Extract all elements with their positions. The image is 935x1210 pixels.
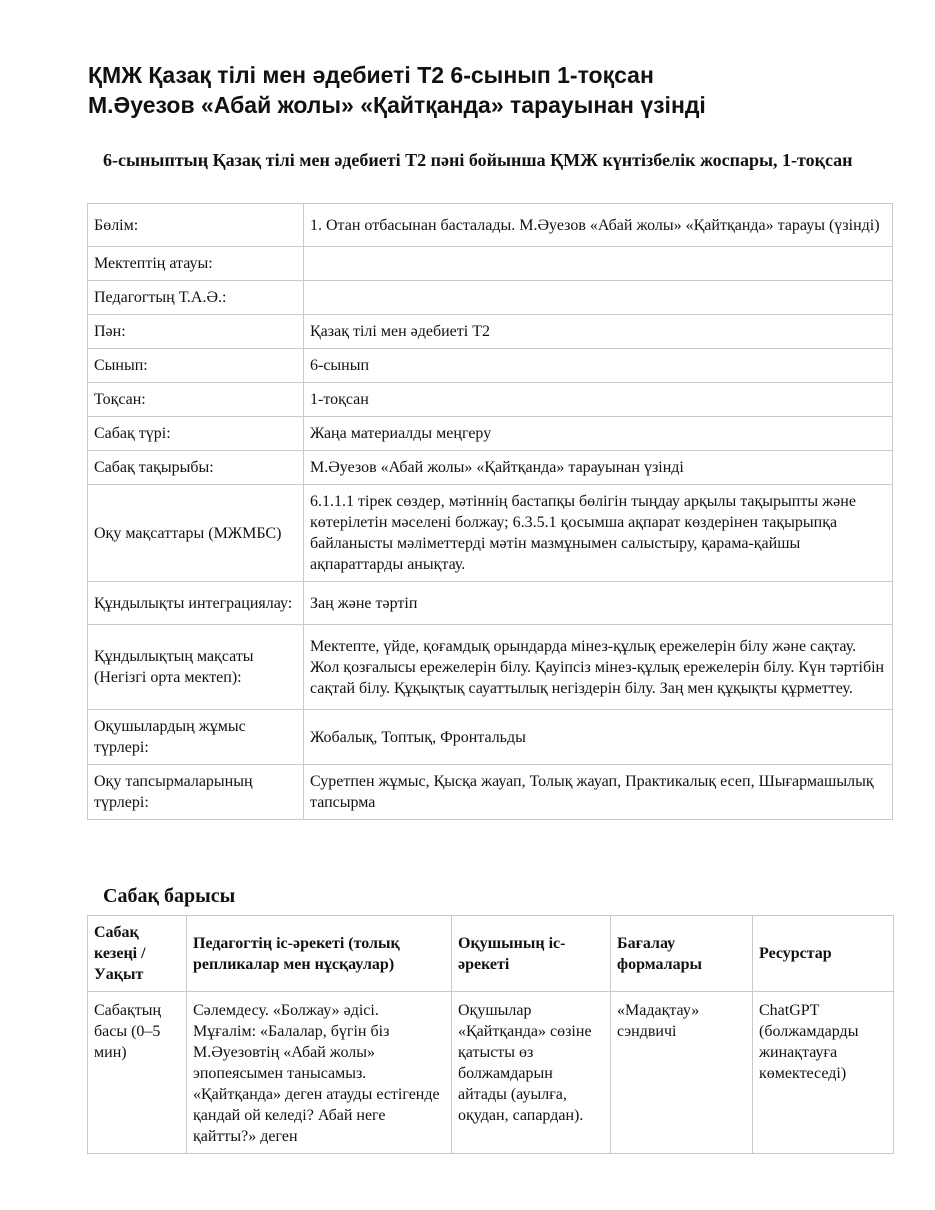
plan-value: Жаңа материалды меңгеру bbox=[304, 417, 893, 451]
plan-row-value-goal bbox=[88, 625, 893, 710]
plan-value: 6.1.1.1 тірек сөздер, мәтіннің бастапқы бөлігін тыңдау арқылы тақырыпты және көтерілетін мәселені болжау; 6.3.5.1 қосымша ақпарат көздерінен тақырыпқа байланысты мәліметтерді мәтін мазмұнымен салыстыру, қарама-қайшы ақпараттарды анықтау. bbox=[304, 485, 893, 582]
assessment-cell: «Мадақтау» сэндвичі bbox=[611, 992, 753, 1154]
plan-value: 1-тоқсан bbox=[304, 383, 893, 417]
column-header-resources: Ресурстар bbox=[753, 916, 894, 992]
column-header-stage: Сабақ кезеңі / Уақыт bbox=[88, 916, 187, 992]
plan-value: Қазақ тілі мен әдебиеті Т2 bbox=[304, 315, 893, 349]
plan-label: Оқу мақсаттары (МЖМБС) bbox=[88, 485, 304, 582]
plan-row-school bbox=[88, 247, 893, 281]
lesson-header-row bbox=[88, 916, 894, 992]
plan-value: Суретпен жұмыс, Қысқа жауап, Толық жауап, Практикалық есеп, Шығармашылық тапсырма bbox=[304, 765, 893, 820]
lesson-progress-table bbox=[87, 915, 894, 1154]
plan-value: Жобалық, Топтық, Фронтальды bbox=[304, 710, 893, 765]
plan-label: Мектептің атауы: bbox=[88, 247, 304, 281]
plan-label: Тоқсан: bbox=[88, 383, 304, 417]
plan-row-subject bbox=[88, 315, 893, 349]
plan-label: Сабақ түрі: bbox=[88, 417, 304, 451]
plan-row-learning-objectives bbox=[88, 485, 893, 582]
plan-label: Сабақ тақырыбы: bbox=[88, 451, 304, 485]
plan-label: Пән: bbox=[88, 315, 304, 349]
plan-value bbox=[304, 247, 893, 281]
lesson-progress-heading: Сабақ барысы bbox=[103, 885, 236, 907]
resources-cell: ChatGPT (болжамдарды жинақтауға көмектеседі) bbox=[753, 992, 894, 1154]
plan-label: Сынып: bbox=[88, 349, 304, 383]
column-header-teacher-activity: Педагогтің іс-әрекеті (толық репликалар мен нұсқаулар) bbox=[187, 916, 452, 992]
plan-row-value-integration bbox=[88, 582, 893, 625]
plan-label: Оқу тапсырмаларының түрлері: bbox=[88, 765, 304, 820]
plan-label: Құндылықтың мақсаты (Негізгі орта мектеп): bbox=[88, 625, 304, 710]
plan-value bbox=[304, 281, 893, 315]
plan-value: Заң және тәртіп bbox=[304, 582, 893, 625]
plan-row-task-types bbox=[88, 765, 893, 820]
plan-label: Педагогтың Т.А.Ә.: bbox=[88, 281, 304, 315]
teacher-activity-cell: Сәлемдесу. «Болжау» әдісі. Мұғалім: «Балалар, бүгін біз М.Әуезовтің «Абай жолы» эпопеясымен танысамыз. «Қайтқанда» деген атауды естігенде қандай ой келеді? Абай неге қайтты?» деген bbox=[187, 992, 452, 1154]
plan-value: 6-сынып bbox=[304, 349, 893, 383]
plan-row-section bbox=[88, 204, 893, 247]
document-title-line-1: ҚМЖ Қазақ тілі мен әдебиеті Т2 6-сынып 1-тоқсан bbox=[88, 62, 654, 88]
plan-label: Құндылықты интеграциялау: bbox=[88, 582, 304, 625]
student-activity-cell: Оқушылар «Қайтқанда» сөзіне қатысты өз болжамдарын айтады (ауылға, оқудан, сапардан). bbox=[452, 992, 611, 1154]
column-header-student-activity: Оқушының іс-әрекеті bbox=[452, 916, 611, 992]
plan-label: Оқушылардың жұмыс түрлері: bbox=[88, 710, 304, 765]
plan-value: М.Әуезов «Абай жолы» «Қайтқанда» тарауынан үзінді bbox=[304, 451, 893, 485]
plan-row-grade bbox=[88, 349, 893, 383]
plan-row-lesson-type bbox=[88, 417, 893, 451]
column-header-assessment: Бағалау формалары bbox=[611, 916, 753, 992]
plan-row-lesson-topic bbox=[88, 451, 893, 485]
plan-value: 1. Отан отбасынан басталады. М.Әуезов «Абай жолы» «Қайтқанда» тарауы (үзінді) bbox=[304, 204, 893, 247]
lesson-stage-cell: Сабақтың басы (0–5 мин) bbox=[88, 992, 187, 1154]
document-title-line-2: М.Әуезов «Абай жолы» «Қайтқанда» тарауынан үзінді bbox=[88, 92, 706, 118]
plan-value: Мектепте, үйде, қоғамдық орындарда мінез-құлық ережелерін білу және сақтау. Жол қозғалысы ережелерін білу. Қауіпсіз мінез-құлық ережелерін білу. Күн тәртібін сақтай білу. Құқықтық сауаттылық негіздерін білу. Заң мен құқықты құрметтеу. bbox=[304, 625, 893, 710]
plan-row-quarter bbox=[88, 383, 893, 417]
plan-row-work-forms bbox=[88, 710, 893, 765]
plan-label: Бөлім: bbox=[88, 204, 304, 247]
table-row bbox=[88, 992, 894, 1154]
document-title bbox=[88, 60, 888, 120]
plan-row-teacher bbox=[88, 281, 893, 315]
plan-table bbox=[87, 203, 893, 820]
plan-heading: 6-сыныптың Қазақ тілі мен әдебиеті Т2 пәні бойынша ҚМЖ күнтізбелік жоспары, 1-тоқсан bbox=[103, 150, 853, 170]
